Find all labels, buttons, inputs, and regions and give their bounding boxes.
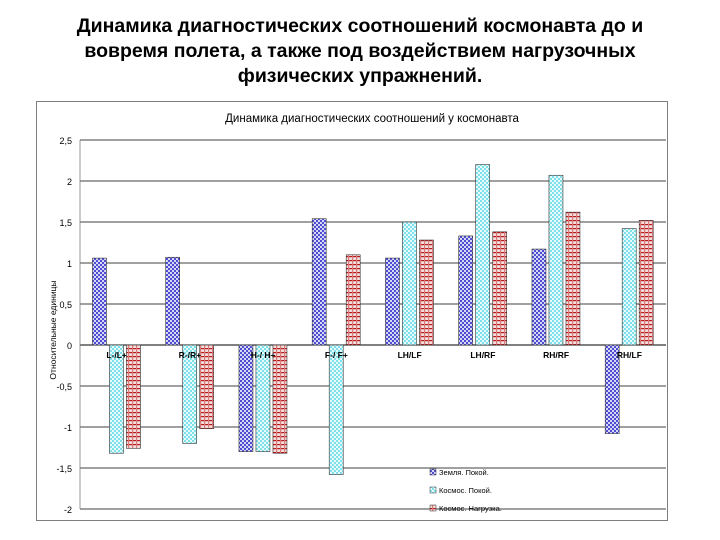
- bar-series-3-lhrf: [493, 232, 507, 345]
- x-tick-label: RH/LF: [616, 350, 642, 360]
- bar-series-3-rhlf: [639, 220, 653, 345]
- y-tick-label: 2,5: [59, 136, 72, 146]
- bar-series-3-hh: [273, 345, 287, 453]
- bar-series-2-ll: [109, 345, 123, 453]
- bar-series-1-rhrf: [532, 249, 546, 345]
- slide-title-line-2: вовремя полета, а также под воздействием нагрузочных: [84, 40, 636, 62]
- y-tick-label: -2: [63, 505, 72, 515]
- y-tick-label: 1,5: [59, 218, 72, 228]
- legend-swatch: [430, 505, 436, 511]
- x-tick-label: R-/R+: [178, 350, 202, 360]
- bar-series-2-rhrf: [549, 175, 563, 345]
- x-tick-label: LH/RF: [470, 350, 496, 360]
- legend: [430, 468, 502, 513]
- legend-label: Космос. Покой.: [439, 486, 492, 495]
- bar-series-2-rhlf: [622, 229, 636, 345]
- x-tick-label: H-/ H+: [250, 350, 276, 360]
- bar-series-1-ff: [312, 219, 326, 345]
- x-tick-labels: [106, 350, 642, 360]
- x-tick-label: F-/ F+: [324, 350, 348, 360]
- bar-series-2-ff: [329, 345, 343, 475]
- legend-swatch: [430, 487, 436, 493]
- bar-series-3-rhrf: [566, 212, 580, 345]
- y-tick-label: -1,5: [56, 464, 72, 474]
- bar-series-1-rr: [166, 257, 180, 345]
- legend-label: Космос. Нагрузка.: [439, 504, 502, 513]
- bar-series-3-ll: [126, 345, 140, 448]
- y-tick-label: 0: [66, 341, 72, 351]
- chart-title: Динамика диагностических соотношений у космонавта: [225, 113, 519, 125]
- legend-label: Земля. Покой.: [439, 468, 489, 477]
- y-tick-label: 1: [66, 259, 72, 269]
- bar-series-1-hh: [239, 345, 253, 452]
- x-tick-label: L-/L+: [106, 350, 127, 360]
- x-tick-label: LH/LF: [397, 350, 422, 360]
- bar-series-2-lhrf: [476, 165, 490, 345]
- legend-swatch: [430, 469, 436, 475]
- bar-series-3-lhlf: [419, 240, 433, 345]
- y-axis-label: Относительные единицы: [48, 280, 58, 380]
- bar-series-2-hh: [256, 345, 270, 452]
- bars: [92, 165, 653, 475]
- bar-series-3-rr: [200, 345, 214, 429]
- bar-series-2-lhlf: [402, 222, 416, 345]
- slide-title-line-1: Динамика диагностических соотношений космонавта до и: [76, 15, 644, 37]
- bar-series-1-ll: [92, 258, 106, 345]
- y-tick-label: -1: [63, 423, 72, 433]
- slide-title-line-3: физических упражнений.: [237, 65, 483, 87]
- bar-series-1-lhlf: [385, 258, 399, 345]
- bar-series-3-ff: [346, 255, 360, 345]
- bar-series-1-lhrf: [459, 236, 473, 345]
- y-tick-labels: [56, 136, 72, 515]
- y-tick-label: 2: [66, 177, 72, 187]
- x-tick-label: RH/RF: [543, 350, 570, 360]
- y-tick-label: -0,5: [56, 382, 72, 392]
- y-tick-label: 0,5: [59, 300, 72, 310]
